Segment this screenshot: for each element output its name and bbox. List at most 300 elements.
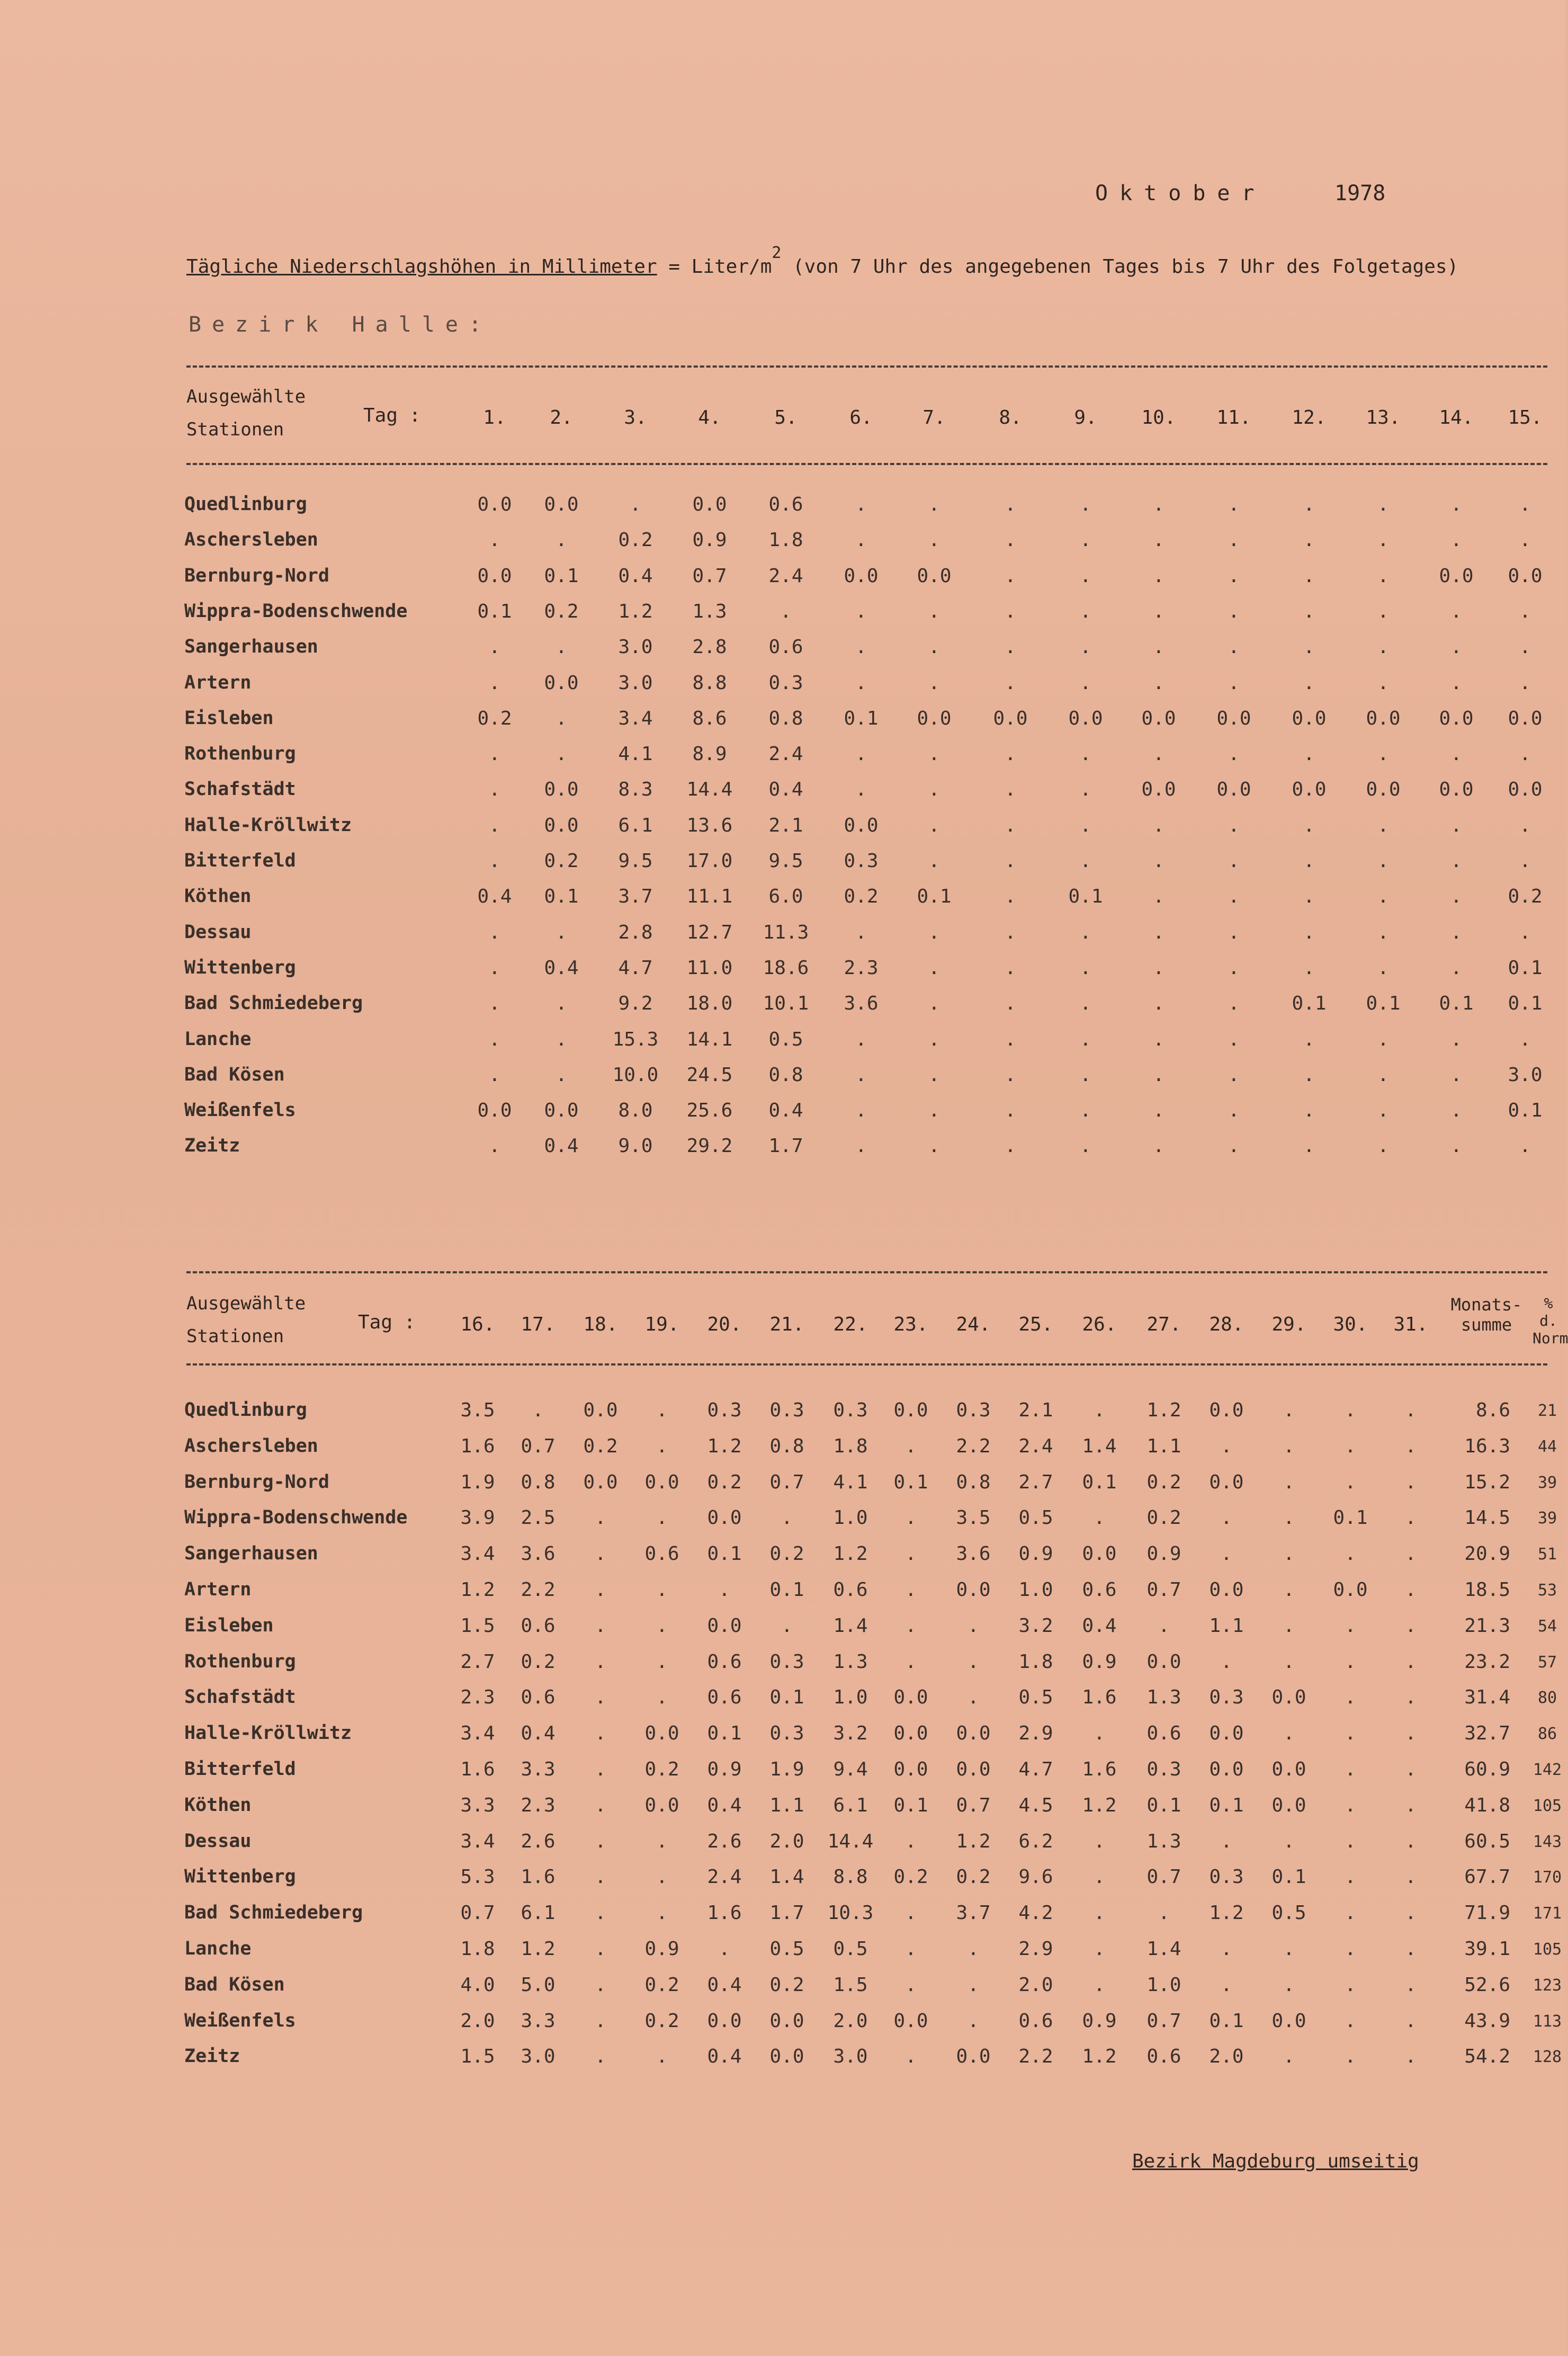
footer-note: Bezirk Magdeburg umseitig xyxy=(1132,2150,1419,2172)
value-cell: . xyxy=(1345,1938,1356,1960)
value-cell: 17.0 xyxy=(686,850,733,872)
value-cell: . xyxy=(595,1543,606,1565)
value-cell: 14.1 xyxy=(686,1028,733,1050)
value-cell: 3.9 xyxy=(460,1507,495,1529)
value-cell: 0.1 xyxy=(707,1723,742,1745)
value-cell: . xyxy=(780,600,792,622)
value-cell: 1.6 xyxy=(521,1866,555,1888)
value-cell: 9.5 xyxy=(768,850,803,872)
value-cell: 0.5 xyxy=(833,1938,868,1960)
value-cell: . xyxy=(1094,1902,1105,1924)
value-cell: 0.7 xyxy=(460,1902,495,1924)
value-cell: 0.7 xyxy=(1146,1866,1181,1888)
value-cell: 24.5 xyxy=(686,1064,733,1086)
value-cell: . xyxy=(1228,921,1240,943)
station-name: Bernburg-Nord xyxy=(184,565,329,586)
value-cell: . xyxy=(1519,1028,1531,1050)
value-cell: . xyxy=(555,1028,567,1050)
value-cell: 0.3 xyxy=(769,1723,804,1745)
value-cell: 0.1 xyxy=(1366,993,1401,1015)
value-cell: 1.3 xyxy=(1146,1830,1181,1852)
value-cell: 0.1 xyxy=(477,600,512,622)
value-cell: . xyxy=(595,1902,606,1924)
value-cell: . xyxy=(1221,1938,1232,1960)
value-cell: 2.9 xyxy=(1018,1938,1053,1960)
value-cell: . xyxy=(1080,1100,1091,1122)
value-cell: . xyxy=(1303,494,1315,515)
value-cell: 0.0 xyxy=(544,1100,579,1122)
value-cell: 0.0 xyxy=(544,779,579,801)
day-header: 18. xyxy=(583,1314,618,1335)
value-cell: 1.2 xyxy=(1146,1399,1181,1421)
day-header: 5. xyxy=(774,407,798,429)
value-cell: 1.2 xyxy=(707,1435,742,1457)
value-cell: . xyxy=(1153,529,1164,551)
value-cell: 2.4 xyxy=(1018,1435,1053,1457)
station-name: Wittenberg xyxy=(184,957,296,978)
day-header: 26. xyxy=(1082,1314,1117,1335)
station-name: Lanche xyxy=(184,1938,252,1959)
value-cell: . xyxy=(1153,886,1164,908)
value-cell: . xyxy=(1345,1543,1356,1565)
value-cell: . xyxy=(1377,1064,1389,1086)
value-cell: 0.2 xyxy=(583,1435,618,1457)
value-cell: 0.0 xyxy=(956,2046,991,2068)
value-cell: 1.2 xyxy=(618,600,653,622)
value-cell: 0.1 xyxy=(1209,2010,1244,2032)
value-cell: . xyxy=(1228,814,1240,836)
value-cell: 2.4 xyxy=(768,743,803,765)
day-header: 22. xyxy=(833,1314,868,1335)
value-cell: . xyxy=(1377,743,1389,765)
value-cell: 1.1 xyxy=(769,1794,804,1816)
value-cell: 0.0 xyxy=(1146,1650,1181,1673)
value-cell: . xyxy=(967,1938,979,1960)
value-cell: 0.1 xyxy=(1292,993,1327,1015)
percent-normal-cell: 86 xyxy=(1537,1725,1557,1744)
value-cell: . xyxy=(1080,814,1091,836)
value-cell: . xyxy=(928,529,940,551)
value-cell: 2.8 xyxy=(618,921,653,943)
value-cell: . xyxy=(1153,1064,1164,1086)
value-cell: . xyxy=(1405,1866,1417,1888)
station-name: Quedlinburg xyxy=(184,1399,307,1421)
value-cell: 8.8 xyxy=(833,1866,868,1888)
value-cell: . xyxy=(855,494,867,515)
value-cell: . xyxy=(905,1435,917,1457)
day-header: 19. xyxy=(644,1314,679,1335)
value-cell: 0.4 xyxy=(707,1974,742,1996)
monthly-sum-cell: 41.8 xyxy=(1464,1794,1510,1816)
value-cell: 1.7 xyxy=(769,1902,804,1924)
value-cell: . xyxy=(1303,529,1315,551)
monthly-sum-cell: 20.9 xyxy=(1464,1543,1510,1565)
day-header: 27. xyxy=(1146,1314,1181,1335)
percent-normal-cell: 39 xyxy=(1537,1509,1557,1528)
value-cell: . xyxy=(1153,814,1164,836)
value-cell: 0.6 xyxy=(1146,1723,1181,1745)
value-cell: 0.6 xyxy=(833,1579,868,1601)
value-cell: . xyxy=(905,1543,917,1565)
value-cell: . xyxy=(595,1614,606,1637)
value-cell: . xyxy=(656,1614,668,1637)
value-cell: 3.4 xyxy=(618,707,653,729)
value-cell: 11.3 xyxy=(763,921,809,943)
value-cell: . xyxy=(1153,672,1164,694)
value-cell: . xyxy=(928,743,940,765)
value-cell: . xyxy=(1303,1028,1315,1050)
value-cell: 0.6 xyxy=(768,636,803,658)
value-cell: 0.0 xyxy=(993,707,1028,729)
station-name: Wippra-Bodenschwende xyxy=(184,1507,408,1529)
value-cell: 1.8 xyxy=(833,1435,868,1457)
value-cell: 0.0 xyxy=(644,1471,679,1493)
value-cell: . xyxy=(1405,1471,1417,1493)
value-cell: 0.0 xyxy=(1216,707,1251,729)
value-cell: 0.0 xyxy=(1439,565,1474,587)
value-cell: . xyxy=(1377,814,1389,836)
value-cell: 9.4 xyxy=(833,1759,868,1780)
value-cell: . xyxy=(1005,743,1016,765)
value-cell: . xyxy=(1005,1028,1016,1050)
value-cell: . xyxy=(1450,850,1462,872)
value-cell: . xyxy=(1450,600,1462,622)
value-cell: . xyxy=(1519,600,1531,622)
value-cell: 2.0 xyxy=(460,2010,495,2032)
value-cell: 2.1 xyxy=(768,814,803,836)
station-name: Köthen xyxy=(184,1794,252,1816)
value-cell: 18.0 xyxy=(686,993,733,1015)
value-cell: 0.0 xyxy=(956,1759,991,1780)
value-cell: . xyxy=(1283,1507,1295,1529)
value-cell: 0.0 xyxy=(1209,1399,1244,1421)
day-header: 9. xyxy=(1074,407,1097,429)
tag-label-2: Tag : xyxy=(358,1311,416,1333)
value-cell: 3.6 xyxy=(956,1543,991,1565)
value-cell: . xyxy=(1005,886,1016,908)
value-cell: . xyxy=(656,1399,668,1421)
value-cell: 0.2 xyxy=(618,529,653,551)
value-cell: 2.1 xyxy=(1018,1399,1053,1421)
value-cell: 3.6 xyxy=(844,993,879,1015)
value-cell: 2.3 xyxy=(844,957,879,979)
value-cell: . xyxy=(1094,1507,1105,1529)
value-cell: 14.4 xyxy=(827,1830,874,1852)
value-cell: 0.0 xyxy=(1271,1686,1306,1709)
value-cell: 1.2 xyxy=(1082,1794,1117,1816)
value-cell: . xyxy=(928,1135,940,1157)
value-cell: . xyxy=(1450,743,1462,765)
value-cell: 4.7 xyxy=(1018,1759,1053,1780)
value-cell: 0.2 xyxy=(1508,886,1543,908)
value-cell: 12.7 xyxy=(686,921,733,943)
day-header: 28. xyxy=(1209,1314,1244,1335)
day-header: 23. xyxy=(893,1314,928,1335)
value-cell: 0.5 xyxy=(769,1938,804,1960)
value-cell: 0.2 xyxy=(769,1974,804,1996)
value-cell: 0.0 xyxy=(1209,1759,1244,1780)
station-name: Bad Schmiedeberg xyxy=(184,993,363,1014)
value-cell: 9.5 xyxy=(618,850,653,872)
station-name: Bitterfeld xyxy=(184,1759,296,1780)
value-cell: . xyxy=(928,1064,940,1086)
value-cell: 10.3 xyxy=(827,1902,874,1924)
value-cell: 0.1 xyxy=(1439,993,1474,1015)
stations-header-line1: Ausgewählte xyxy=(186,1293,306,1314)
value-cell: . xyxy=(656,2046,668,2068)
day-header: 31. xyxy=(1393,1314,1428,1335)
stations-header-line2: Stationen xyxy=(186,419,284,440)
value-cell: . xyxy=(1377,529,1389,551)
value-cell: . xyxy=(928,814,940,836)
value-cell: 0.1 xyxy=(544,886,579,908)
value-cell: 0.5 xyxy=(1271,1902,1306,1924)
value-cell: . xyxy=(656,1507,668,1529)
value-cell: . xyxy=(1153,1135,1164,1157)
value-cell: . xyxy=(1080,1064,1091,1086)
value-cell: . xyxy=(1005,850,1016,872)
value-cell: 0.2 xyxy=(1146,1471,1181,1493)
value-cell: 4.0 xyxy=(460,1974,495,1996)
value-cell: . xyxy=(1405,1579,1417,1601)
value-cell: 8.6 xyxy=(692,707,727,729)
value-cell: . xyxy=(1283,1650,1295,1673)
value-cell: 0.2 xyxy=(644,1759,679,1780)
value-cell: 0.9 xyxy=(692,529,727,551)
value-cell: . xyxy=(1005,529,1016,551)
value-cell: . xyxy=(489,779,500,801)
station-name: Weißenfels xyxy=(184,1100,296,1121)
value-cell: . xyxy=(1094,1866,1105,1888)
divider-top-1 xyxy=(186,365,1547,368)
value-cell: 0.1 xyxy=(1068,886,1103,908)
value-cell: . xyxy=(1221,1974,1232,1996)
value-cell: . xyxy=(1158,1614,1170,1637)
value-cell: . xyxy=(1153,957,1164,979)
value-cell: 0.0 xyxy=(707,1614,742,1637)
value-cell: 1.0 xyxy=(833,1507,868,1529)
value-cell: . xyxy=(1228,494,1240,515)
value-cell: 1.5 xyxy=(833,1974,868,1996)
value-cell: . xyxy=(1405,1507,1417,1529)
value-cell: . xyxy=(1080,494,1091,515)
value-cell: 9.0 xyxy=(618,1135,653,1157)
value-cell: . xyxy=(1405,1399,1417,1421)
percent-normal-cell: 128 xyxy=(1533,2048,1562,2067)
value-cell: . xyxy=(1283,1399,1295,1421)
day-header: 10. xyxy=(1141,407,1176,429)
value-cell: 0.2 xyxy=(521,1650,555,1673)
value-cell: . xyxy=(905,2046,917,2068)
value-cell: 2.9 xyxy=(1018,1723,1053,1745)
value-cell: 3.2 xyxy=(833,1723,868,1745)
value-cell: 1.4 xyxy=(1146,1938,1181,1960)
value-cell: 0.0 xyxy=(544,494,579,515)
value-cell: . xyxy=(1094,1830,1105,1852)
value-cell: . xyxy=(1405,2046,1417,2068)
value-cell: . xyxy=(595,1650,606,1673)
value-cell: . xyxy=(1450,814,1462,836)
percent-normal-cell: 171 xyxy=(1533,1904,1562,1923)
value-cell: 0.4 xyxy=(707,2046,742,2068)
value-cell: 1.2 xyxy=(460,1579,495,1601)
day-header: 15. xyxy=(1508,407,1543,429)
value-cell: . xyxy=(1377,672,1389,694)
value-cell: . xyxy=(1303,921,1315,943)
percent-normal-cell: 80 xyxy=(1537,1689,1557,1708)
value-cell: . xyxy=(1405,1614,1417,1637)
title-superscript: 2 xyxy=(772,244,782,262)
value-cell: . xyxy=(967,1686,979,1709)
value-cell: . xyxy=(1345,1471,1356,1493)
value-cell: . xyxy=(1377,886,1389,908)
value-cell: . xyxy=(1228,993,1240,1015)
value-cell: 3.3 xyxy=(521,2010,555,2032)
value-cell: . xyxy=(855,672,867,694)
value-cell: . xyxy=(1377,494,1389,515)
value-cell: . xyxy=(928,1100,940,1122)
value-cell: 0.3 xyxy=(768,672,803,694)
value-cell: . xyxy=(1345,1650,1356,1673)
value-cell: . xyxy=(1228,850,1240,872)
value-cell: . xyxy=(1005,1135,1016,1157)
value-cell: . xyxy=(1005,921,1016,943)
value-cell: 2.2 xyxy=(956,1435,991,1457)
value-cell: 3.0 xyxy=(833,2046,868,2068)
value-cell: . xyxy=(1153,850,1164,872)
value-cell: 8.9 xyxy=(692,743,727,765)
value-cell: . xyxy=(1080,565,1091,587)
value-cell: 0.0 xyxy=(1141,779,1176,801)
value-cell: . xyxy=(905,1507,917,1529)
value-cell: 0.3 xyxy=(956,1399,991,1421)
value-cell: . xyxy=(1345,2046,1356,2068)
value-cell: 3.5 xyxy=(956,1507,991,1529)
percent-normal-cell: 113 xyxy=(1533,2012,1562,2031)
stations-header-2 xyxy=(186,1287,306,1353)
value-cell: 0.1 xyxy=(893,1471,928,1493)
value-cell: 3.0 xyxy=(618,636,653,658)
value-cell: . xyxy=(1405,1794,1417,1816)
value-cell: 3.0 xyxy=(618,672,653,694)
value-cell: . xyxy=(1228,565,1240,587)
value-cell: 0.0 xyxy=(844,565,879,587)
value-cell: 2.3 xyxy=(460,1686,495,1709)
value-cell: 0.7 xyxy=(521,1435,555,1457)
value-cell: 0.4 xyxy=(521,1723,555,1745)
value-cell: . xyxy=(595,1866,606,1888)
value-cell: . xyxy=(555,636,567,658)
value-cell: . xyxy=(1080,993,1091,1015)
value-cell: . xyxy=(781,1507,793,1529)
value-cell: . xyxy=(1519,850,1531,872)
value-cell: 0.6 xyxy=(1018,2010,1053,2032)
value-cell: 0.1 xyxy=(1508,957,1543,979)
station-name: Halle-Kröllwitz xyxy=(184,814,352,836)
value-cell: 0.9 xyxy=(644,1938,679,1960)
value-cell: . xyxy=(855,600,867,622)
value-cell: . xyxy=(595,1579,606,1601)
value-cell: 0.0 xyxy=(1068,707,1103,729)
value-cell: . xyxy=(1153,494,1164,515)
value-cell: 2.4 xyxy=(707,1866,742,1888)
percent-normal-cell: 105 xyxy=(1533,1796,1562,1815)
value-cell: 3.0 xyxy=(1508,1064,1543,1086)
value-cell: . xyxy=(595,1794,606,1816)
value-cell: . xyxy=(967,2010,979,2032)
value-cell: . xyxy=(656,1830,668,1852)
value-cell: . xyxy=(1080,779,1091,801)
value-cell: . xyxy=(1303,1100,1315,1122)
station-name: Wippra-Bodenschwende xyxy=(184,600,408,622)
value-cell: 0.7 xyxy=(692,565,727,587)
value-cell: 0.1 xyxy=(1333,1507,1368,1529)
value-cell: . xyxy=(1405,1686,1417,1709)
value-cell: 0.1 xyxy=(1508,1100,1543,1122)
value-cell: . xyxy=(1228,600,1240,622)
value-cell: 11.1 xyxy=(686,886,733,908)
value-cell: . xyxy=(905,1650,917,1673)
value-cell: . xyxy=(1080,529,1091,551)
day-header: 1. xyxy=(483,407,506,429)
value-cell: 6.1 xyxy=(833,1794,868,1816)
monthly-sum-cell: 71.9 xyxy=(1464,1902,1510,1924)
value-cell: 0.6 xyxy=(1082,1579,1117,1601)
station-name: Dessau xyxy=(184,921,252,943)
value-cell: 6.1 xyxy=(618,814,653,836)
percent-normal-cell: 170 xyxy=(1533,1868,1562,1887)
station-name: Eisleben xyxy=(184,707,274,729)
value-cell: . xyxy=(1303,886,1315,908)
value-cell: 0.0 xyxy=(769,2010,804,2032)
value-cell: 18.6 xyxy=(763,957,809,979)
value-cell: . xyxy=(1377,1135,1389,1157)
station-name: Wittenberg xyxy=(184,1866,296,1888)
value-cell: 0.2 xyxy=(1146,1507,1181,1529)
value-cell: . xyxy=(555,529,567,551)
value-cell: . xyxy=(489,957,500,979)
value-cell: . xyxy=(1303,743,1315,765)
value-cell: . xyxy=(656,1866,668,1888)
value-cell: . xyxy=(1228,957,1240,979)
monthly-sum-cell: 31.4 xyxy=(1464,1686,1510,1709)
value-cell: 0.9 xyxy=(1082,1650,1117,1673)
value-cell: . xyxy=(719,1579,730,1601)
value-cell: 0.0 xyxy=(893,1723,928,1745)
value-cell: . xyxy=(595,1686,606,1709)
station-name: Dessau xyxy=(184,1830,252,1852)
value-cell: 0.0 xyxy=(644,1794,679,1816)
value-cell: . xyxy=(555,707,567,729)
value-cell: . xyxy=(555,1064,567,1086)
value-cell: . xyxy=(855,1028,867,1050)
value-cell: . xyxy=(1405,1902,1417,1924)
value-cell: 9.2 xyxy=(618,993,653,1015)
value-cell: 0.3 xyxy=(1209,1686,1244,1709)
percent-normal-cell: 142 xyxy=(1533,1761,1562,1779)
value-cell: . xyxy=(905,1830,917,1852)
value-cell: . xyxy=(1005,636,1016,658)
value-cell: 2.2 xyxy=(1018,2046,1053,2068)
value-cell: . xyxy=(1005,814,1016,836)
day-header: 7. xyxy=(922,407,946,429)
value-cell: . xyxy=(1519,743,1531,765)
value-cell: . xyxy=(1450,636,1462,658)
station-name: Zeitz xyxy=(184,2046,240,2067)
value-cell: 0.0 xyxy=(1508,779,1543,801)
value-cell: 0.2 xyxy=(844,886,879,908)
value-cell: 1.6 xyxy=(707,1902,742,1924)
